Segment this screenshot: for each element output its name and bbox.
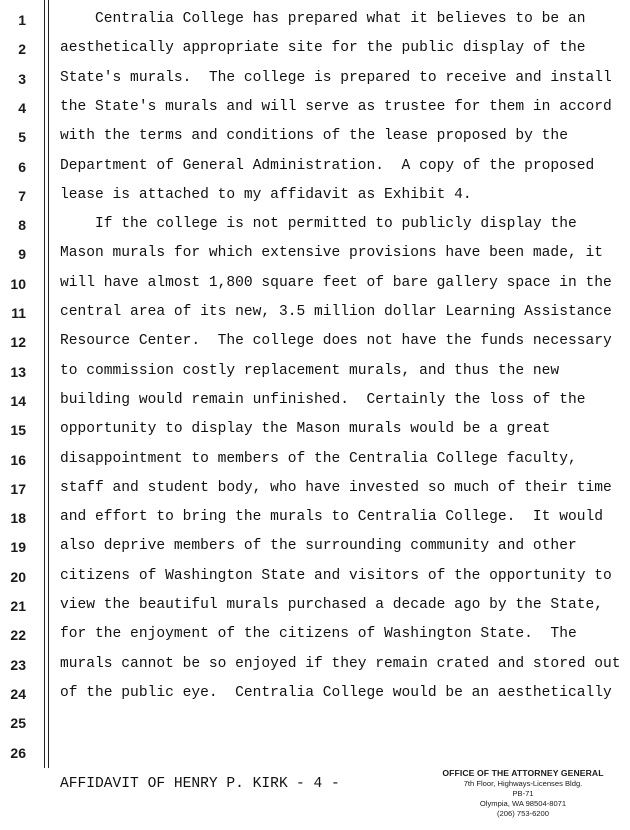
line-number: 26 xyxy=(10,744,26,761)
line-number: 25 xyxy=(10,715,26,732)
line-number: 20 xyxy=(10,568,26,585)
text-line: disappointment to members of the Centralia College faculty, xyxy=(60,450,577,467)
text-line: and effort to bring the murals to Centralia College. It would xyxy=(60,509,603,526)
text-line: will have almost 1,800 square feet of bare gallery space in the xyxy=(60,274,612,291)
text-line: If the college is not permitted to publicly display the xyxy=(60,216,577,233)
line-number: 6 xyxy=(18,158,26,175)
line-number: 16 xyxy=(10,451,26,468)
line-number: 21 xyxy=(10,598,26,614)
line-number: 5 xyxy=(18,129,26,146)
line-number: 17 xyxy=(10,480,26,497)
text-line: opportunity to display the Mason murals would be a great xyxy=(60,421,551,438)
line-number: 14 xyxy=(10,392,26,409)
office-name: OFFICE OF THE ATTORNEY GENERAL xyxy=(442,768,604,778)
text-line: State's murals. The college is prepared to receive and install xyxy=(60,69,612,86)
text-line: with the terms and conditions of the lease proposed by the xyxy=(60,128,568,145)
line-number: 24 xyxy=(10,685,26,702)
line-number: 7 xyxy=(18,187,26,204)
line-number: 19 xyxy=(10,539,26,556)
text-line: Mason murals for which extensive provisions have been made, it xyxy=(60,245,603,262)
line-number: 1 xyxy=(18,12,26,28)
text-line: central area of its new, 3.5 million dollar Learning Assistance xyxy=(60,304,612,320)
line-number: 8 xyxy=(18,217,26,234)
text-line: aesthetically appropriate site for the public display of the xyxy=(60,40,586,57)
left-margin-rule-inner xyxy=(48,0,49,768)
text-line: citizens of Washington State and visitors of the opportunity to xyxy=(60,567,612,584)
left-margin-rule xyxy=(44,0,45,768)
footer-page-number: - 4 - xyxy=(296,776,340,792)
text-line: Department of General Administration. A copy of the proposed xyxy=(60,157,595,174)
footer-document-title: AFFIDAVIT OF HENRY P. KIRK xyxy=(60,776,288,792)
text-line: view the beautiful murals purchased a decade ago by the State, xyxy=(60,597,603,613)
office-address-line: Olympia, WA 98504-8071 xyxy=(479,799,567,808)
line-number: 13 xyxy=(10,363,26,380)
office-address-line: 7th Floor, Highways-Licenses Bldg. xyxy=(463,779,583,788)
line-number: 15 xyxy=(10,422,26,439)
line-number: 22 xyxy=(10,627,26,644)
text-line: the State's murals and will serve as trustee for them in accord xyxy=(60,98,612,115)
text-line: staff and student body, who have invested so much of their time xyxy=(60,479,612,496)
text-line: Centralia College has prepared what it believes to be an xyxy=(60,11,586,27)
text-line: building would remain unfinished. Certainly the loss of the xyxy=(60,391,586,408)
line-number: 2 xyxy=(18,41,26,58)
text-line: for the enjoyment of the citizens of Washington State. The xyxy=(60,626,577,643)
line-number: 23 xyxy=(10,656,26,673)
text-line: lease is attached to my affidavit as Exhibit 4. xyxy=(60,186,472,203)
office-address-line: PB-71 xyxy=(512,789,534,798)
line-number: 18 xyxy=(10,510,26,527)
attorney-general-office-block xyxy=(428,768,618,819)
line-number: 11 xyxy=(11,305,26,321)
line-number: 12 xyxy=(10,334,26,351)
text-line: also deprive members of the surrounding community and other xyxy=(60,538,577,555)
line-number: 10 xyxy=(10,275,26,292)
text-line: Resource Center. The college does not have the funds necessary xyxy=(60,333,612,350)
line-number: 3 xyxy=(18,70,26,87)
text-line: murals cannot be so enjoyed if they remain crated and stored out xyxy=(60,655,621,672)
text-line: of the public eye. Centralia College would be an aesthetically xyxy=(60,684,612,701)
line-number: 4 xyxy=(18,99,26,116)
line-number: 9 xyxy=(18,246,26,263)
text-line: to commission costly replacement murals, and thus the new xyxy=(60,362,560,379)
office-phone: (206) 753-6200 xyxy=(497,809,549,818)
